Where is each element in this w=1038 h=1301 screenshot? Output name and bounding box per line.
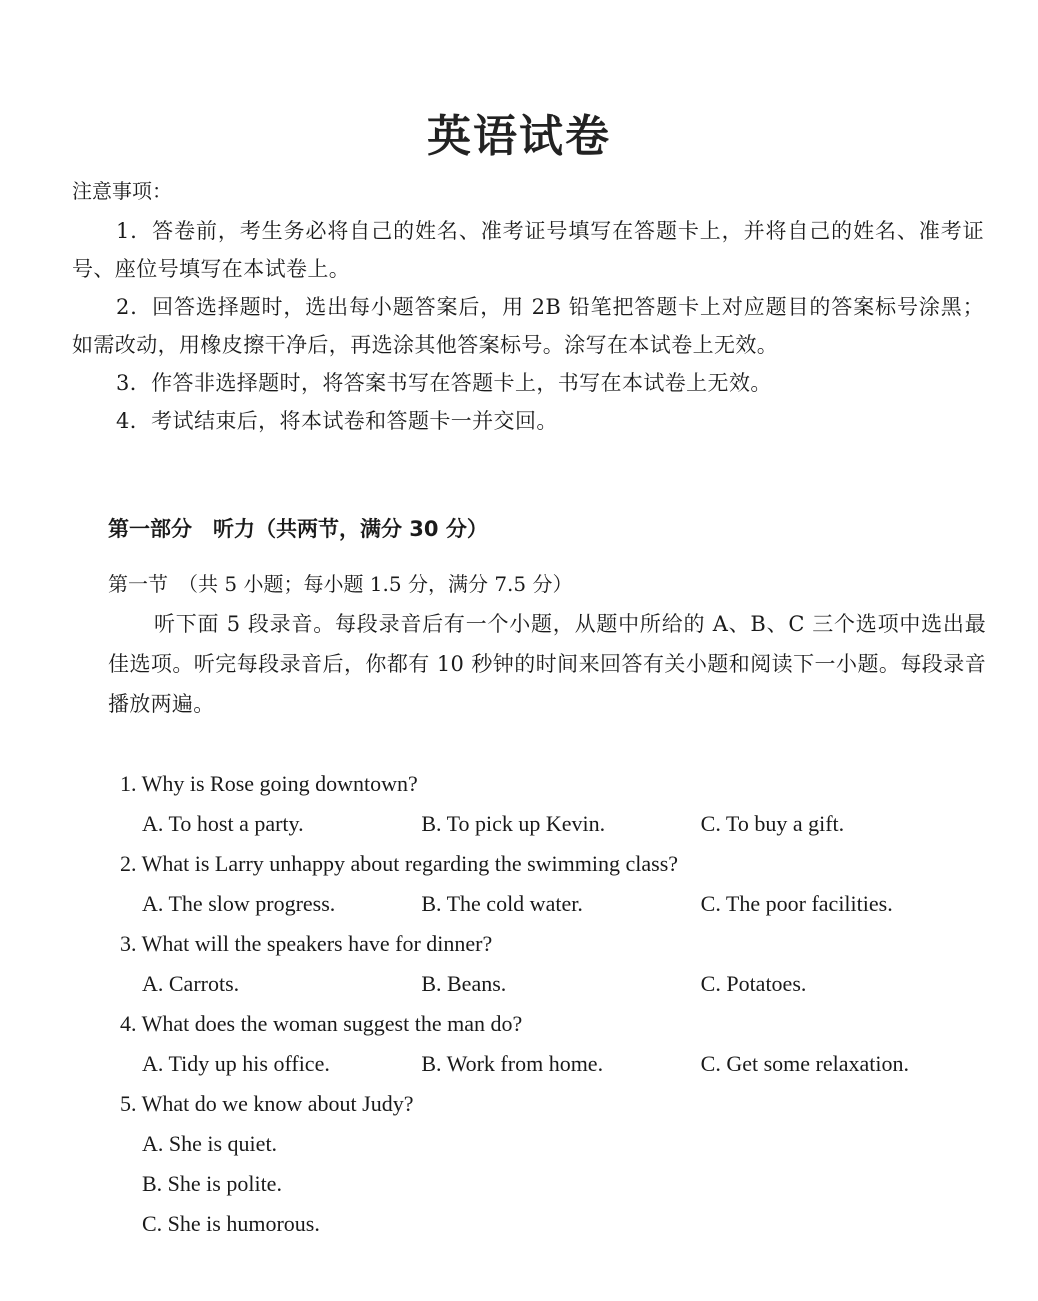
- option-row: [120, 884, 980, 924]
- question-item: [120, 1004, 980, 1084]
- option-b: B. To pick up Kevin.: [421, 811, 606, 836]
- notice-list: [72, 212, 984, 440]
- option-b: B. She is polite.: [142, 1171, 282, 1196]
- question-stem: 2. What is Larry unhappy about regarding the swimming class?: [120, 851, 679, 876]
- option-a: A. She is quiet.: [142, 1131, 278, 1156]
- option-b: B. The cold water.: [421, 891, 583, 916]
- option-c: C. Get some relaxation.: [700, 1051, 909, 1076]
- question-item: [120, 844, 980, 924]
- section-heading: 第一节 （共 5 小题；每小题 1.5 分，满分 7.5 分）: [108, 572, 573, 596]
- option-a: A. Carrots.: [142, 971, 240, 996]
- option-b: B. Beans.: [421, 971, 507, 996]
- part-heading: 第一部分 听力（共两节，满分 30 分）: [108, 517, 488, 541]
- question-stem: 5. What do we know about Judy?: [120, 1091, 414, 1116]
- question-stem: 1. Why is Rose going downtown?: [120, 771, 418, 796]
- question-item: [120, 924, 980, 1004]
- option-c: C. Potatoes.: [700, 971, 807, 996]
- option-c: C. The poor facilities.: [700, 891, 893, 916]
- option-a: A. The slow progress.: [142, 891, 336, 916]
- question-stem: 4. What does the woman suggest the man do?: [120, 1011, 523, 1036]
- option-a: A. To host a party.: [142, 811, 304, 836]
- notice-item: 1．答卷前，考生务必将自己的姓名、准考证号填写在答题卡上，并将自己的姓名、准考证号、座位号填写在本试卷上。: [72, 219, 984, 281]
- notice-item: 3．作答非选择题时，将答案书写在答题卡上，书写在本试卷上无效。: [116, 371, 772, 395]
- exam-title: 英语试卷: [427, 111, 611, 162]
- question-list: [120, 764, 980, 1244]
- question-item: [120, 1084, 980, 1244]
- notice-item: 2．回答选择题时，选出每小题答案后，用 2B 铅笔把答题卡上对应题目的答案标号涂黑；如需改动，用橡皮擦干净后，再选涂其他答案标号。涂写在本试卷上无效。: [72, 295, 984, 357]
- option-row: [120, 1044, 980, 1084]
- option-c: C. To buy a gift.: [700, 811, 845, 836]
- option-b: B. Work from home.: [421, 1051, 604, 1076]
- question-item: [120, 764, 980, 844]
- option-column: [120, 1124, 980, 1244]
- option-row: [120, 804, 980, 844]
- section-instructions: 听下面 5 段录音。每段录音后有一个小题，从题中所给的 A、B、C 三个选项中选出最佳选项。听完每段录音后，你都有 10 秒钟的时间来回答有关小题和阅读下一小题。每段录音播放两遍。: [108, 612, 986, 716]
- option-a: A. Tidy up his office.: [142, 1051, 330, 1076]
- option-c: C. She is humorous.: [142, 1211, 320, 1236]
- question-stem: 3. What will the speakers have for dinner?: [120, 931, 493, 956]
- option-row: [120, 964, 980, 1004]
- notice-heading: 注意事项：: [72, 179, 172, 203]
- notice-item: 4．考试结束后，将本试卷和答题卡一并交回。: [116, 409, 558, 433]
